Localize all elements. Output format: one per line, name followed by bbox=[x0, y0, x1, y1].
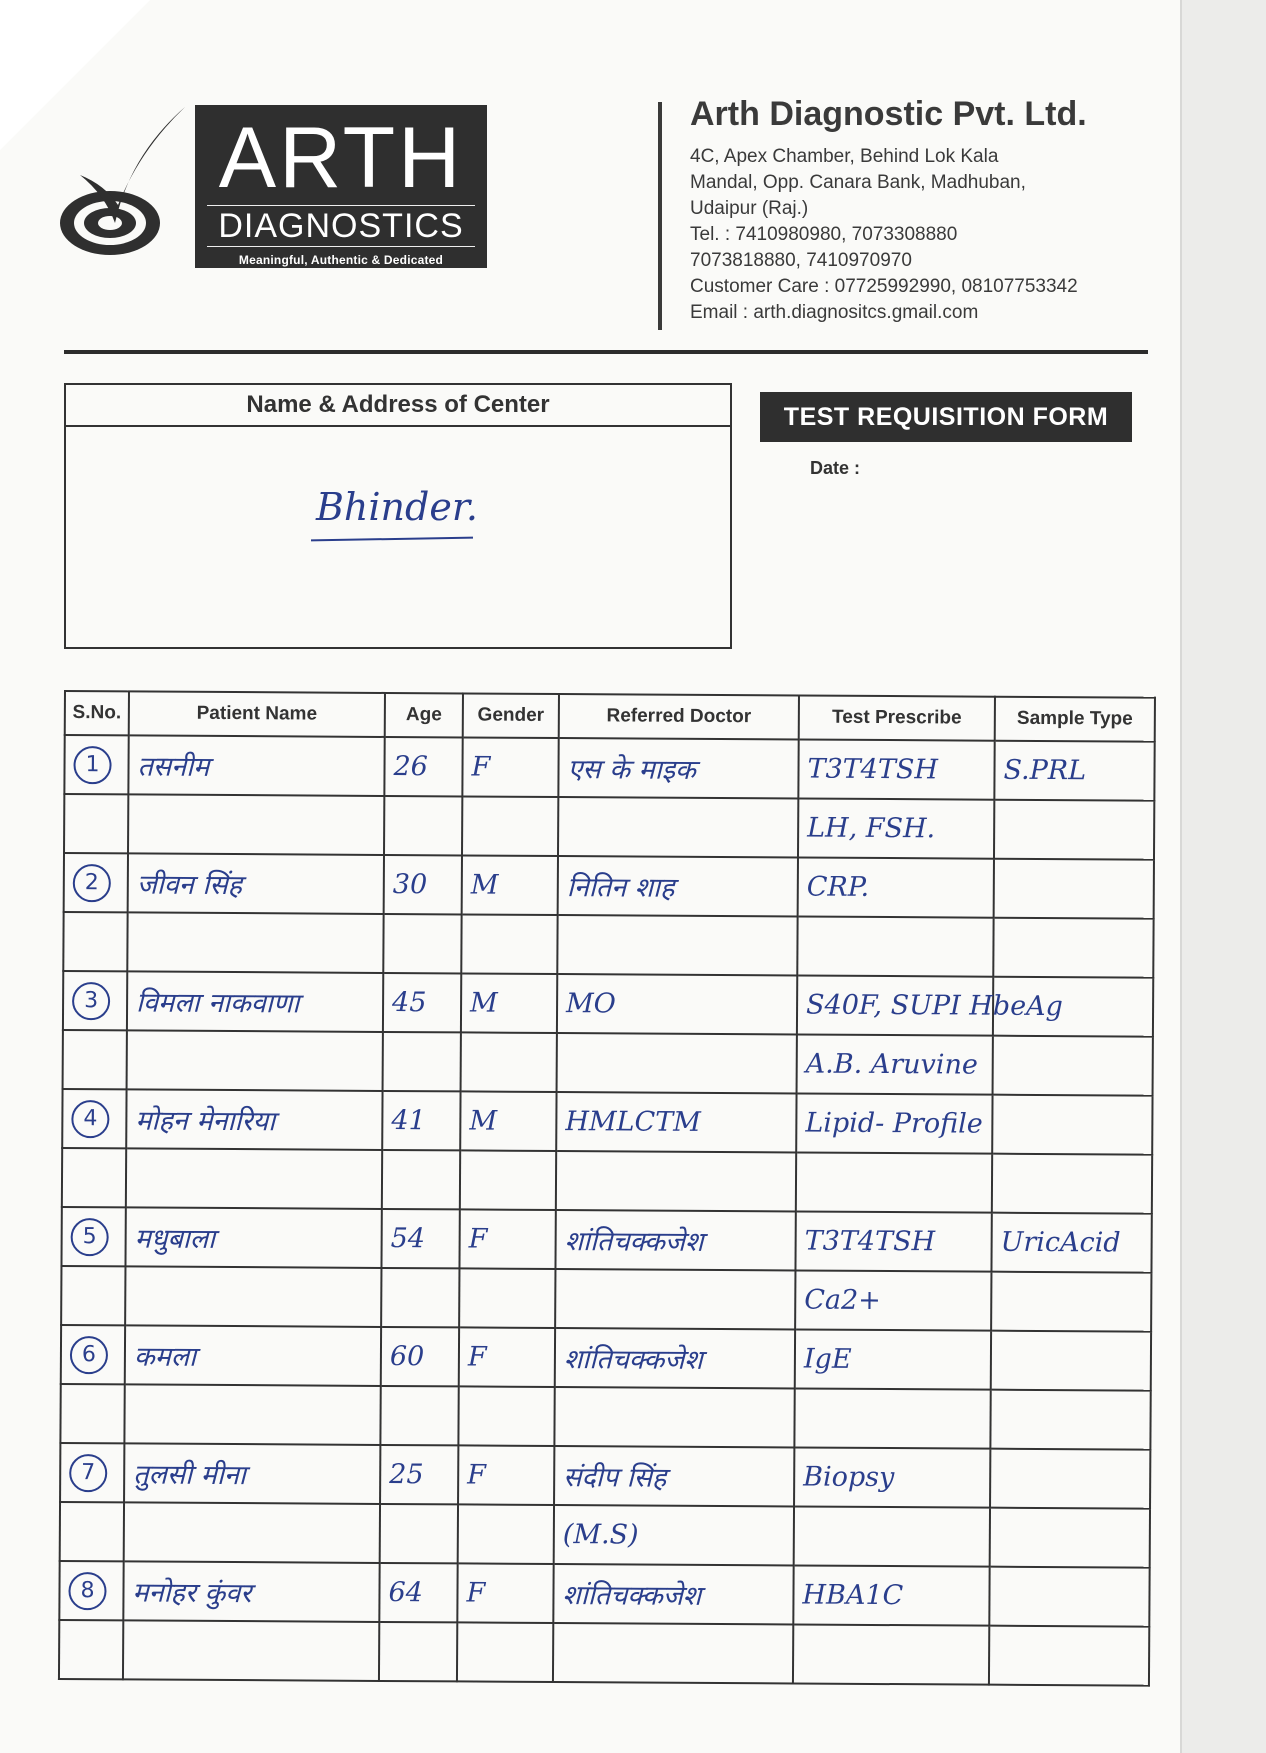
handwritten-entry: S40F, SUPI HbeAg bbox=[805, 989, 1063, 1023]
sample-type-cell bbox=[991, 1272, 1151, 1332]
handwritten-entry: शांतिचक्कजेश bbox=[563, 1344, 703, 1376]
serial-number-circled: 5 bbox=[71, 1218, 109, 1256]
sno-cell bbox=[60, 1502, 124, 1561]
age-cell bbox=[383, 1032, 461, 1091]
test-prescribe-cell bbox=[797, 1034, 993, 1094]
column-header-patient-name: Patient Name bbox=[129, 691, 385, 737]
gender-cell bbox=[459, 1268, 555, 1328]
patient-name-cell bbox=[127, 971, 383, 1032]
column-header-gender: Gender bbox=[463, 693, 559, 738]
handwritten-entry: MO bbox=[565, 988, 616, 1020]
referred-doctor-cell bbox=[555, 1269, 795, 1329]
handwritten-entry: 41 bbox=[391, 1105, 426, 1137]
sample-type-cell bbox=[994, 859, 1154, 919]
age-cell bbox=[380, 1445, 458, 1504]
patient-name-cell bbox=[125, 1207, 381, 1268]
sample-type-cell bbox=[992, 1095, 1152, 1155]
header-divider bbox=[658, 102, 662, 330]
sno-cell bbox=[62, 1148, 126, 1207]
date-label: Date : bbox=[810, 458, 861, 478]
table-header-row bbox=[65, 691, 1155, 742]
test-prescribe-cell bbox=[796, 1093, 992, 1153]
handwritten-entry: 54 bbox=[390, 1223, 426, 1255]
gender-cell bbox=[462, 737, 558, 797]
sno-cell bbox=[62, 1089, 126, 1148]
table-row bbox=[60, 1443, 1150, 1509]
age-cell bbox=[384, 796, 462, 855]
handwritten-entry: IgE bbox=[803, 1343, 852, 1375]
test-prescribe-cell bbox=[797, 975, 1063, 1035]
brand-logo bbox=[195, 105, 487, 268]
table-row bbox=[62, 1148, 1152, 1214]
sample-type-cell bbox=[991, 1331, 1151, 1391]
gender-cell bbox=[459, 1209, 555, 1269]
table-row bbox=[64, 794, 1154, 860]
patient-name-cell bbox=[124, 1384, 380, 1445]
referred-doctor-cell bbox=[558, 797, 798, 857]
handwritten-entry: 64 bbox=[388, 1576, 423, 1609]
referred-doctor-cell bbox=[557, 1033, 797, 1093]
gender-cell bbox=[458, 1504, 554, 1564]
gender-cell bbox=[459, 1327, 555, 1387]
sno-cell bbox=[60, 1384, 124, 1443]
table-row bbox=[60, 1384, 1150, 1450]
sample-type-cell bbox=[991, 1213, 1151, 1273]
logo-brand-text: ARTH bbox=[218, 110, 464, 206]
test-prescribe-cell bbox=[797, 916, 993, 976]
gender-cell bbox=[458, 1386, 554, 1446]
table-row bbox=[62, 1089, 1152, 1155]
handwritten-entry: F bbox=[466, 1577, 486, 1609]
referred-doctor-cell bbox=[555, 1328, 795, 1388]
gender-cell bbox=[457, 1563, 553, 1623]
handwritten-entry: S.PRL bbox=[1003, 754, 1087, 787]
handwritten-entry: मधुबाला bbox=[134, 1223, 216, 1255]
age-cell bbox=[381, 1268, 459, 1327]
patient-name-cell bbox=[128, 853, 384, 914]
handwritten-entry: M bbox=[470, 987, 498, 1019]
table-row bbox=[63, 971, 1153, 1037]
handwritten-entry: 26 bbox=[393, 751, 428, 783]
column-header-age: Age bbox=[385, 693, 463, 737]
sno-cell bbox=[63, 1030, 127, 1089]
address-line: Mandal, Opp. Canara Bank, Madhuban, bbox=[690, 172, 1026, 193]
test-prescribe-cell bbox=[794, 1388, 990, 1448]
sno-cell bbox=[64, 853, 128, 912]
gender-cell bbox=[460, 1091, 556, 1151]
test-prescribe-cell bbox=[798, 739, 994, 799]
age-cell bbox=[380, 1386, 458, 1445]
handwritten-entry: 45 bbox=[392, 987, 427, 1019]
column-header-referred-doctor: Referred Doctor bbox=[559, 694, 799, 739]
handwritten-entry: LH, FSH. bbox=[807, 812, 936, 845]
referred-doctor-cell bbox=[558, 856, 798, 916]
referred-doctor-cell bbox=[554, 1446, 794, 1506]
patient-name-cell bbox=[123, 1561, 379, 1622]
age-cell bbox=[379, 1622, 457, 1681]
table-row bbox=[61, 1266, 1151, 1332]
handwritten-entry: विमला नाकवाणा bbox=[135, 987, 300, 1020]
handwritten-entry: Lipid- Profile bbox=[805, 1107, 983, 1140]
serial-number-circled: 6 bbox=[70, 1336, 108, 1374]
sno-cell bbox=[61, 1325, 125, 1384]
sno-cell bbox=[64, 794, 128, 853]
patient-name-cell bbox=[125, 1266, 381, 1327]
age-cell bbox=[379, 1563, 457, 1622]
serial-number-circled: 7 bbox=[69, 1454, 107, 1492]
handwritten-entry: F bbox=[467, 1459, 487, 1491]
handwritten-entry: तसनीम bbox=[137, 751, 210, 783]
handwritten-entry: शांतिचक्कजेश bbox=[562, 1580, 702, 1612]
gender-cell bbox=[461, 973, 557, 1033]
sample-type-cell bbox=[990, 1449, 1150, 1509]
referred-doctor-cell bbox=[554, 1387, 794, 1447]
column-header-sample-type: Sample Type bbox=[995, 697, 1155, 742]
sample-type-cell bbox=[992, 1154, 1152, 1214]
handwritten-entry: A.B. Aruvine bbox=[805, 1048, 978, 1081]
center-name-underline bbox=[311, 537, 473, 542]
gender-cell bbox=[462, 796, 558, 856]
serial-number-circled: 2 bbox=[73, 864, 111, 902]
handwritten-entry: M bbox=[469, 1105, 498, 1137]
handwritten-entry: मनोहर कुंवर bbox=[132, 1577, 252, 1610]
header-rule bbox=[64, 350, 1148, 354]
test-prescribe-cell bbox=[795, 1270, 991, 1330]
sample-type-cell bbox=[994, 741, 1154, 801]
test-prescribe-cell bbox=[794, 1447, 990, 1507]
handwritten-entry: कमला bbox=[133, 1341, 197, 1373]
age-cell bbox=[383, 914, 461, 973]
patient-name-cell bbox=[127, 912, 383, 973]
sno-cell bbox=[59, 1620, 123, 1679]
test-prescribe-cell bbox=[794, 1506, 990, 1566]
handwritten-entry: UricAcid bbox=[1000, 1226, 1121, 1259]
column-header-test-prescribe: Test Prescribe bbox=[799, 695, 995, 740]
sno-cell bbox=[63, 912, 127, 971]
patient-name-cell bbox=[128, 735, 384, 796]
form-title: TEST REQUISITION FORM bbox=[760, 392, 1132, 442]
table-row bbox=[63, 912, 1153, 978]
handwritten-entry: M bbox=[470, 869, 499, 901]
table-row bbox=[64, 853, 1154, 919]
handwritten-entry: एस के माइक bbox=[567, 754, 696, 786]
sample-type-cell bbox=[993, 918, 1153, 978]
target-check-logo-icon bbox=[60, 105, 190, 275]
handwritten-entry: नितिन शाह bbox=[566, 872, 675, 904]
test-prescribe-cell bbox=[795, 1329, 991, 1389]
referred-doctor-cell bbox=[557, 915, 797, 975]
gender-cell bbox=[458, 1445, 554, 1505]
patient-name-cell bbox=[124, 1502, 380, 1563]
test-prescribe-cell bbox=[793, 1624, 989, 1684]
patient-name-cell bbox=[128, 794, 384, 855]
telephone-line: Tel. : 7410980980, 7073308880 bbox=[690, 224, 958, 245]
table-row bbox=[59, 1620, 1149, 1686]
handwritten-entry: 25 bbox=[389, 1459, 424, 1491]
serial-number-circled: 1 bbox=[73, 746, 111, 784]
patient-name-cell bbox=[125, 1325, 381, 1386]
handwritten-entry: 30 bbox=[392, 869, 428, 901]
center-box-heading: Name & Address of Center bbox=[66, 385, 730, 427]
sno-cell bbox=[64, 735, 128, 794]
handwritten-entry: Biopsy bbox=[803, 1461, 895, 1494]
gender-cell bbox=[457, 1622, 553, 1682]
table-row bbox=[60, 1502, 1150, 1568]
logo-tagline: Meaningful, Authentic & Dedicated bbox=[238, 253, 444, 267]
email-line: Email : arth.diagnositcs.gmail.com bbox=[690, 302, 979, 323]
center-name-handwritten: Bhinder. bbox=[316, 485, 478, 529]
handwritten-entry: F bbox=[467, 1341, 487, 1373]
age-cell bbox=[381, 1209, 459, 1268]
test-prescribe-cell bbox=[793, 1565, 989, 1625]
patient-name-cell bbox=[126, 1089, 382, 1150]
gender-cell bbox=[461, 1032, 557, 1092]
age-cell bbox=[384, 855, 462, 914]
referred-doctor-cell bbox=[553, 1564, 793, 1624]
test-prescribe-cell bbox=[798, 857, 994, 917]
patient-table bbox=[58, 690, 1156, 1687]
sample-type-cell bbox=[990, 1390, 1150, 1450]
patient-name-cell bbox=[127, 1030, 383, 1091]
telephone-line: 7073818880, 7410970970 bbox=[690, 250, 912, 271]
referred-doctor-cell bbox=[556, 1151, 796, 1211]
gender-cell bbox=[461, 914, 557, 974]
handwritten-entry: HMLCTM bbox=[565, 1106, 701, 1138]
company-name: Arth Diagnostic Pvt. Ltd. bbox=[690, 95, 1087, 133]
customer-care-line: Customer Care : 07725992990, 08107753342 bbox=[690, 276, 1078, 297]
gender-cell bbox=[462, 855, 558, 915]
address-line: 4C, Apex Chamber, Behind Lok Kala bbox=[690, 146, 999, 167]
table-row bbox=[61, 1325, 1151, 1391]
sno-cell bbox=[59, 1561, 123, 1620]
scan-background-strip bbox=[1180, 0, 1266, 1753]
referred-doctor-cell bbox=[557, 974, 797, 1034]
handwritten-entry: 60 bbox=[389, 1341, 425, 1373]
sno-cell bbox=[61, 1266, 125, 1325]
sno-cell bbox=[60, 1443, 124, 1502]
referred-doctor-cell bbox=[558, 738, 798, 798]
sample-type-cell bbox=[994, 800, 1154, 860]
handwritten-entry: मोहन मेनारिया bbox=[135, 1105, 276, 1138]
test-prescribe-cell bbox=[796, 1152, 992, 1212]
handwritten-entry: जीवन सिंह bbox=[136, 869, 243, 902]
gender-cell bbox=[460, 1150, 556, 1210]
sno-cell bbox=[63, 971, 127, 1030]
referred-doctor-cell bbox=[555, 1210, 795, 1270]
age-cell bbox=[382, 1091, 460, 1150]
serial-number-circled: 3 bbox=[72, 982, 110, 1020]
sample-type-cell bbox=[993, 1036, 1153, 1096]
serial-number-circled: 8 bbox=[68, 1572, 106, 1610]
test-prescribe-cell bbox=[795, 1211, 991, 1271]
sno-cell bbox=[61, 1207, 125, 1266]
sample-type-cell bbox=[989, 1567, 1149, 1627]
handwritten-entry: Ca2+ bbox=[804, 1284, 881, 1317]
age-cell bbox=[381, 1327, 459, 1386]
handwritten-entry: तुलसी मीना bbox=[133, 1459, 246, 1492]
sample-type-cell bbox=[990, 1508, 1150, 1568]
age-cell bbox=[380, 1504, 458, 1563]
center-address-box bbox=[64, 383, 732, 649]
handwritten-entry: F bbox=[471, 751, 491, 783]
table-row bbox=[64, 735, 1154, 801]
table-row bbox=[63, 1030, 1153, 1096]
age-cell bbox=[384, 737, 462, 796]
age-cell bbox=[383, 973, 461, 1032]
logo-sub-text: DIAGNOSTICS bbox=[207, 205, 475, 247]
handwritten-entry: F bbox=[468, 1223, 488, 1255]
handwritten-entry: HBA1C bbox=[802, 1579, 904, 1612]
handwritten-entry: (M.S) bbox=[562, 1519, 639, 1551]
handwritten-entry: शांतिचक्कजेश bbox=[564, 1226, 704, 1258]
test-prescribe-cell bbox=[798, 798, 994, 858]
table-row bbox=[61, 1207, 1151, 1273]
handwritten-entry: T3T4TSH bbox=[804, 1225, 936, 1258]
patient-name-cell bbox=[126, 1148, 382, 1209]
address-line: Udaipur (Raj.) bbox=[690, 198, 809, 219]
column-header-sno: S.No. bbox=[65, 691, 129, 735]
serial-number-circled: 4 bbox=[71, 1100, 109, 1138]
patient-name-cell bbox=[123, 1620, 379, 1681]
handwritten-entry: CRP. bbox=[806, 871, 870, 903]
referred-doctor-cell bbox=[554, 1505, 794, 1565]
company-info bbox=[690, 95, 1160, 326]
table-row bbox=[59, 1561, 1149, 1627]
age-cell bbox=[382, 1150, 460, 1209]
handwritten-entry: T3T4TSH bbox=[807, 753, 939, 786]
referred-doctor-cell bbox=[553, 1623, 793, 1683]
handwritten-entry: संदीप सिंह bbox=[563, 1462, 667, 1494]
sample-type-cell bbox=[989, 1626, 1149, 1686]
patient-name-cell bbox=[124, 1443, 380, 1504]
referred-doctor-cell bbox=[556, 1092, 796, 1152]
